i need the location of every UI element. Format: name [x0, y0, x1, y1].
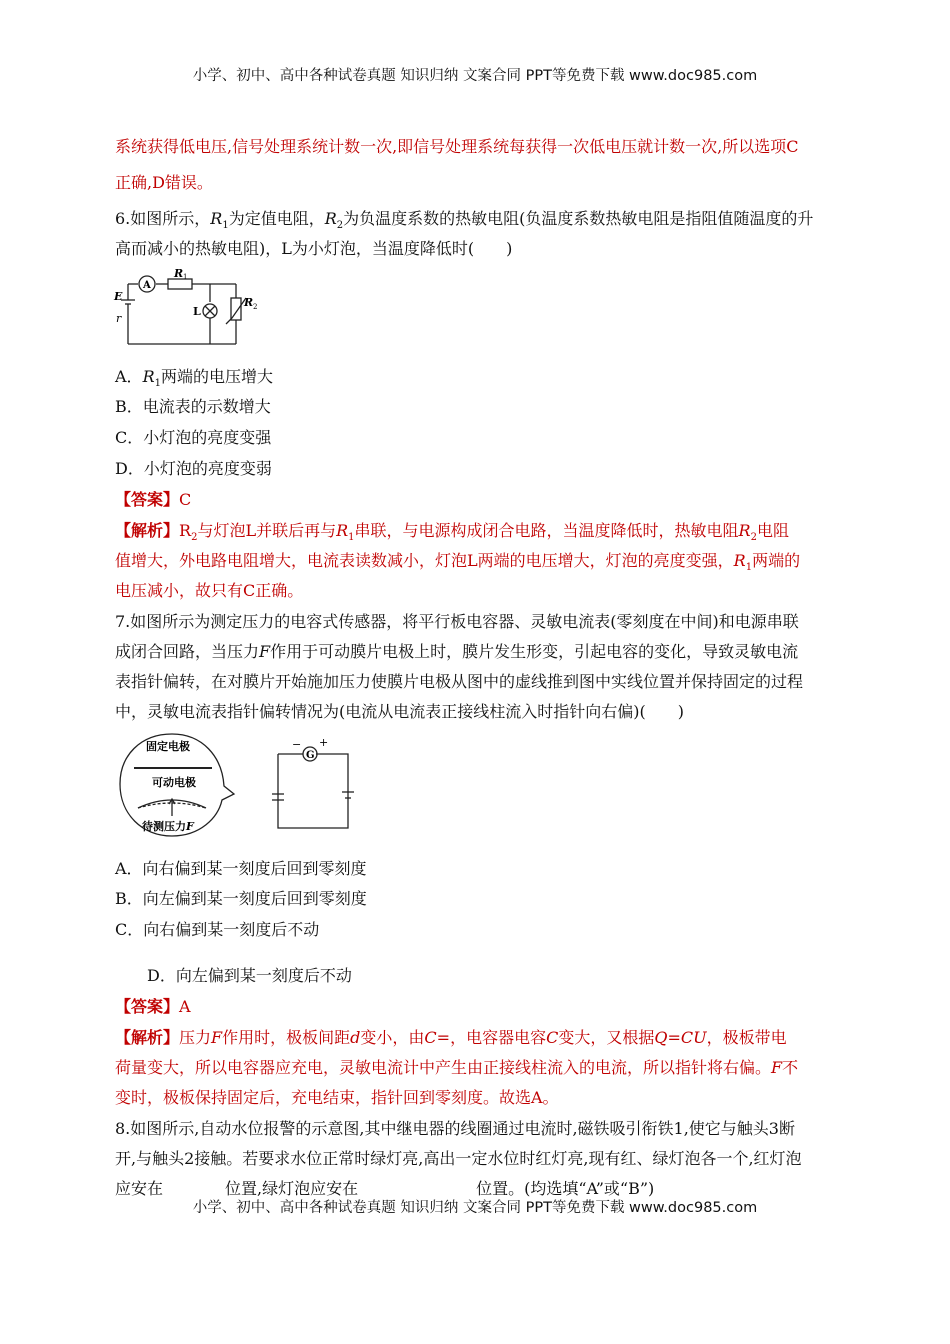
q6-circuit-diagram	[110, 268, 270, 350]
q7-sensor-diagram	[112, 732, 372, 840]
galvanometer-minus: −	[292, 738, 302, 751]
q7-explanation-line2: 荷量变大，所以电容器应充电，灵敏电流计中产生由正接线柱流入的电流，所以指针将右偏。F不	[115, 1058, 799, 1077]
r2-label: R	[244, 296, 254, 309]
r2-sub: 2	[253, 303, 258, 311]
galvanometer-label: G	[306, 750, 315, 761]
q6-explanation-line1: 【解析】$R_2$与灯泡L并联后再与$R_1$串联，与电源构成闭合电路，当温度降低时，热敏电阻$R_2$电阻	[115, 521, 789, 544]
q6-answer: 【答案】C	[115, 490, 192, 509]
q7-answer: 【答案】A	[115, 997, 191, 1016]
q6-option-a: A．$R_1$两端的电压增大	[115, 367, 273, 390]
q7-stem-line3: 表指针偏转，在对膜片开始施加压力使膜片电极从图中的虚线推到图中实线位置并保持固定的过程	[115, 672, 804, 691]
q7-option-b: B．向左偏到某一刻度后回到零刻度	[115, 889, 367, 908]
q8-stem-line1: 8.如图所示,自动水位报警的示意图,其中继电器的线圈通过电流时,磁铁吸引衔铁1,使它与触头3断	[115, 1119, 795, 1138]
q7-stem-line4: 中，灵敏电流表指针偏转情况为(电流从电流表正接线柱流入时指针向右偏)( )	[115, 702, 684, 721]
q7-explanation-line1: 【解析】压力F作用时，极板间距d变小，由C=，电容器电容C变大，又根据Q=CU，极板带电	[115, 1028, 787, 1047]
page-footer: 小学、初中、高中各种试卷真题 知识归纳 文案合同 PPT等免费下载 www.doc985.com	[192, 1200, 758, 1216]
force-label: 待测压力F	[142, 820, 194, 833]
q6-explanation-line2: 值增大，外电路电阻增大，电流表读数减小，灯泡L两端的电压增大，灯泡的亮度变强，$R_1$两端的	[115, 551, 801, 574]
r1-sub: 1	[183, 273, 188, 281]
q8-stem-line2: 开,与触头2接触。若要求水位正常时绿灯亮,高出一定水位时红灯亮,现有红、绿灯泡各一个,红灯泡	[115, 1149, 802, 1168]
movable-electrode-label: 可动电极	[152, 776, 196, 789]
lamp-label: L	[193, 305, 201, 318]
fixed-electrode-label: 固定电极	[146, 740, 190, 753]
q7-stem-line1: 7.如图所示为测定压力的电容式传感器，将平行板电容器、灵敏电流表(零刻度在中间)和电源串联	[115, 612, 799, 631]
q6-stem-line2: 高而减小的热敏电阻)，L为小灯泡，当温度降低时( )	[115, 239, 513, 258]
q7-option-c: C．向右偏到某一刻度后不动	[115, 920, 320, 939]
r1-label: R	[174, 268, 184, 280]
ammeter-label: A	[143, 280, 151, 291]
q7-explanation-line3: 变时，极板保持固定后，充电结束，指针回到零刻度。故选A。	[115, 1088, 559, 1107]
internal-r-label: r	[116, 312, 122, 325]
q6-option-c: C．小灯泡的亮度变强	[115, 428, 272, 447]
galvanometer-plus: +	[319, 736, 329, 749]
q6-explanation-line3: 电压减小，故只有C正确。	[115, 581, 304, 600]
q7-option-a: A．向右偏到某一刻度后回到零刻度	[115, 859, 367, 878]
q6-option-d: D．小灯泡的亮度变弱	[115, 459, 272, 478]
q8-stem-line3: 应安在 位置,绿灯泡应安在 位置。(均选填“A”或“B”)	[115, 1179, 655, 1198]
q7-stem-line2: 成闭合回路，当压力F作用于可动膜片电极上时，膜片发生形变，引起电容的变化，导致灵敏电流	[115, 642, 799, 661]
q6-option-b: B．电流表的示数增大	[115, 397, 271, 416]
q7-option-d: D．向左偏到某一刻度后不动	[147, 966, 352, 985]
emf-label: E	[114, 290, 123, 303]
prev-explanation-line1: 系统获得低电压,信号处理系统计数一次,即信号处理系统每获得一次低电压就计数一次,所以选项C	[115, 137, 799, 156]
prev-explanation-line2: 正确,D错误。	[115, 173, 213, 192]
q6-stem-line1: 6.如图所示，$R_1$为定值电阻，$R_2$为负温度系数的热敏电阻(负温度系数热敏电阻是指阻值随温度的升	[115, 209, 814, 232]
page-header: 小学、初中、高中各种试卷真题 知识归纳 文案合同 PPT等免费下载 www.doc985.com	[192, 68, 758, 84]
